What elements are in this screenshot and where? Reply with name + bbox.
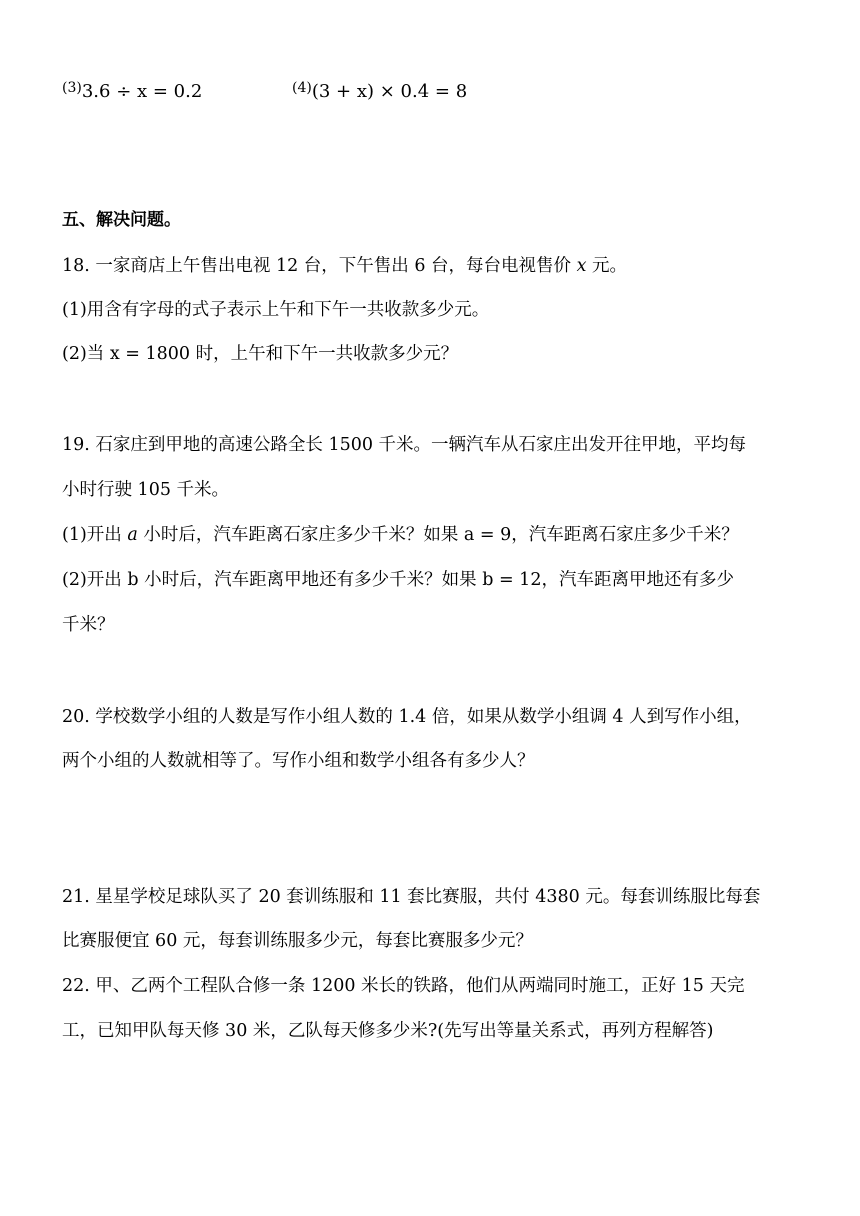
- q18-part-1: (1)用含有字母的式子表示上午和下午一共收款多少元。: [62, 300, 490, 320]
- q19-line-1: 19. 石家庄到甲地的高速公路全长 1500 千米。一辆汽车从石家庄出发开往甲地，平均每: [62, 435, 747, 455]
- q18-part-2-math: x = 1800: [109, 344, 191, 364]
- q21-line-2: 比赛服便宜 60 元，每套训练服多少元，每套比赛服多少元？: [62, 931, 533, 951]
- q22-line-1: 22. 甲、乙两个工程队合修一条 1200 米长的铁路，他们从两端同时施工，正好 15 天完: [62, 976, 745, 996]
- q19-part-2-math: b = 12: [482, 570, 542, 590]
- equation-3-expression: 3.6 ÷ x = 0.2: [81, 81, 203, 102]
- q19-part-1-math: a = 9: [463, 525, 512, 545]
- q18-part-2-text-b: 时，上午和下午一共收款多少元？: [190, 344, 459, 364]
- q19-part-1: [62, 523, 739, 547]
- q19-part-1-variable: a: [127, 525, 138, 545]
- q19-part-1-text-c: ，汽车距离石家庄多少千米？: [511, 525, 739, 545]
- equation-4-expression: (3 + x) × 0.4 = 8: [311, 81, 468, 102]
- q19-part-2: [62, 568, 734, 592]
- q19-part-1-text-b: 小时后，汽车距离石家庄多少千米？如果: [137, 525, 464, 545]
- q18-stem-text-b: 元。: [586, 256, 628, 276]
- q18-stem: [62, 254, 627, 278]
- q19-part-2-text-b: ，汽车距离甲地还有多少: [541, 570, 734, 590]
- q18-part-2-text-a: (2)当: [62, 344, 110, 364]
- q18-part-2: [62, 342, 458, 366]
- q19-part-1-text-a: (1)开出: [62, 525, 128, 545]
- section-title: 五、解决问题。: [62, 210, 181, 230]
- equation-4: [292, 76, 467, 104]
- q19-line-2: 小时行驶 105 千米。: [62, 480, 230, 500]
- q21-line-1: 21. 星星学校足球队买了 20 套训练服和 11 套比赛服，共付 4380 元。每套训练服比每套: [62, 887, 761, 907]
- q18-stem-text-a: 18. 一家商店上午售出电视 12 台，下午售出 6 台，每台电视售价: [62, 256, 577, 276]
- q20-line-1: 20. 学校数学小组的人数是写作小组人数的 1.4 倍，如果从数学小组调 4 人到写作小组，: [62, 707, 752, 727]
- q19-part-2-cont: 千米？: [62, 615, 115, 635]
- q18-stem-variable: x: [576, 256, 587, 276]
- q22-line-2: 工，已知甲队每天修 30 米，乙队每天修多少米?(先写出等量关系式，再列方程解答): [62, 1021, 714, 1041]
- equation-4-label: (4): [292, 80, 312, 96]
- q19-part-2-text-a: (2)开出 b 小时后，汽车距离甲地还有多少千米？如果: [62, 570, 483, 590]
- equation-3-label: (3): [62, 80, 82, 96]
- equation-3: [62, 76, 202, 104]
- q20-line-2: 两个小组的人数就相等了。写作小组和数学小组各有多少人？: [62, 751, 535, 771]
